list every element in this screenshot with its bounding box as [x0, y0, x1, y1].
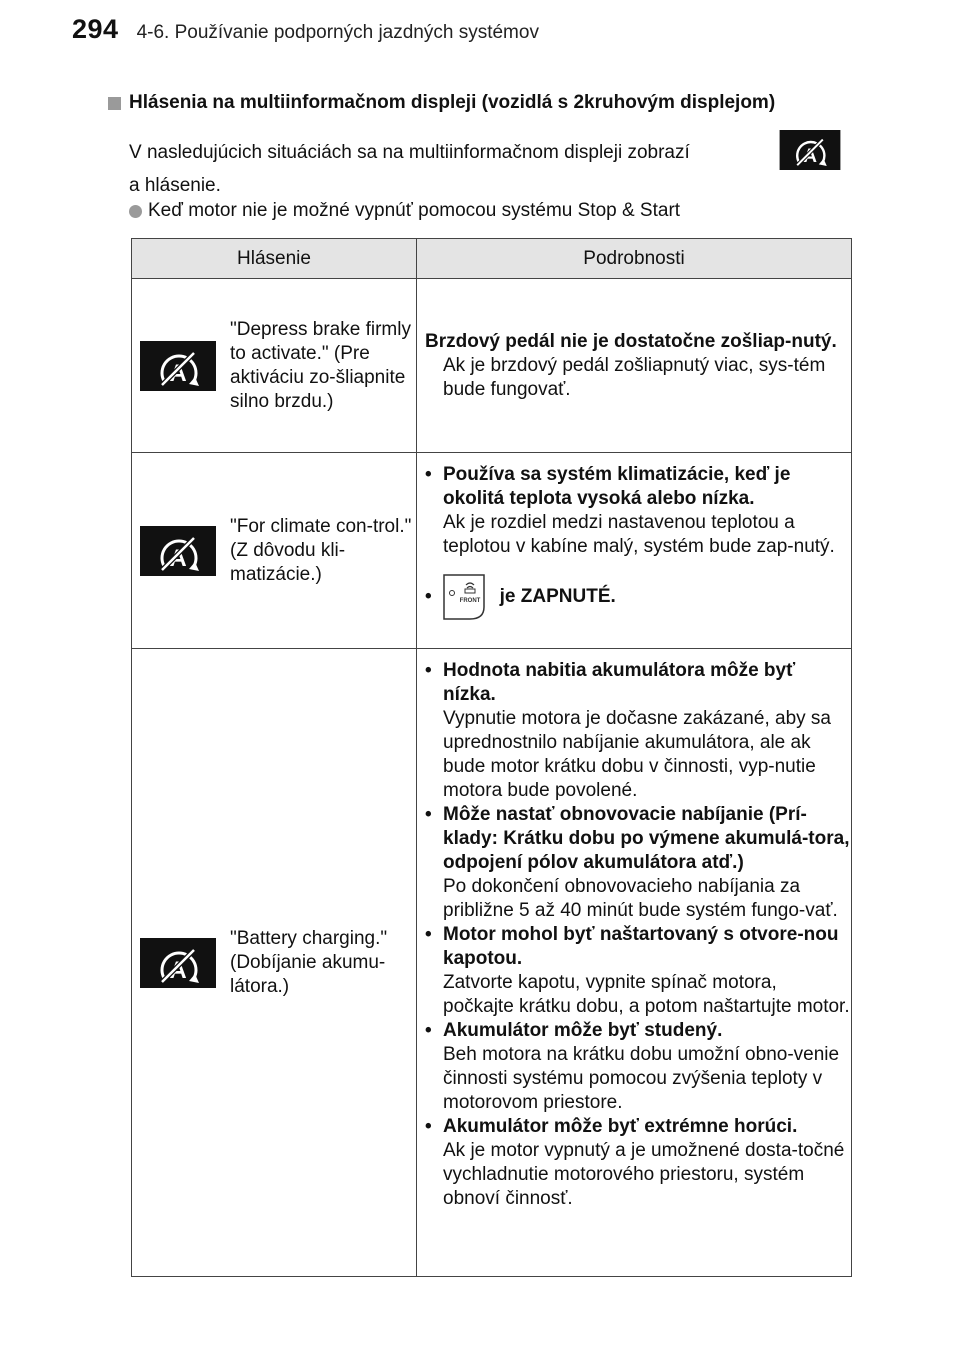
stop-start-unavailable-icon — [140, 341, 216, 391]
table-row — [132, 279, 852, 453]
circle-bullet-icon — [129, 205, 142, 218]
bullet-dot: • — [425, 1020, 432, 1041]
bullet-dot: • — [425, 464, 432, 485]
column-header-message: Hlásenie — [132, 239, 417, 279]
detail-title: Môže nastať obnovovacie nabíjanie (Prí-klady: Krátku dobu po výmene akumulá-tora, odpojení pólov akumulátora atď.) — [443, 804, 850, 873]
button-label: FRONT — [459, 598, 480, 604]
bullet-dot: • — [425, 586, 432, 607]
table-row — [132, 453, 852, 649]
bullet-dot: • — [425, 804, 432, 825]
detail-text: Ak je rozdiel medzi nastavenou teplotou a teplotou v kabíne malý, systém bude zap-nutý. — [443, 512, 835, 557]
detail-text: Ak je motor vypnutý a je umožnené dosta-točné vychladnutie motorového priestoru, systém obnoví činnosť. — [443, 1140, 845, 1209]
detail-title: Hodnota nabitia akumulátora môže byť nízka. — [443, 660, 796, 705]
intro-line-1: V nasledujúcich situáciách sa na multiinformačnom displeji zobrazí — [129, 142, 690, 163]
detail-title: Používa sa systém klimatizácie, keď je okolitá teplota vysoká alebo nízka. — [443, 464, 791, 509]
table-row — [132, 649, 852, 1277]
detail-item — [425, 1115, 851, 1211]
detail-item — [425, 923, 851, 1019]
detail-text: Po dokončení obnovovacieho nabíjania za približne 5 až 40 minút bude systém fungo-vať. — [443, 876, 838, 921]
bullet-dot: • — [425, 924, 432, 945]
square-bullet-icon — [108, 97, 121, 110]
front-defroster-button-icon — [440, 573, 488, 621]
condition-text: Keď motor nie je možné vypnúť pomocou systému Stop & Start — [148, 200, 681, 221]
detail-text: Ak je brzdový pedál zošliapnutý viac, sys-tém bude fungovať. — [443, 354, 826, 400]
column-header-details: Podrobnosti — [417, 239, 852, 279]
detail-title: Akumulátor môže byť studený. — [443, 1020, 723, 1041]
detail-item — [425, 463, 851, 559]
detail-text: Beh motora na krátku dobu umožní obno-venie činnosti systému pomocou zvýšenia teploty v motorovom priestore. — [443, 1044, 840, 1113]
section-heading-text: Hlásenia na multiinformačnom displeji (vozidlá s 2kruhovým displejom) — [129, 92, 776, 113]
stop-start-unavailable-icon — [140, 526, 216, 576]
bullet-dot: • — [425, 660, 432, 681]
message-cell — [132, 453, 417, 649]
detail-text: Zatvorte kapotu, vypnite spínač motora, počkajte krátku dobu, a potom naštartujte motor. — [443, 972, 850, 1017]
detail-item — [425, 1019, 851, 1115]
page-header — [72, 14, 539, 45]
detail-text: Vypnutie motora je dočasne zakázané, aby sa uprednostnilo nabíjanie akumulátora, ale ak bude motor krátku dobu v činnosti, vyp-nutie motora bude povolené. — [443, 708, 831, 801]
stop-start-unavailable-icon — [775, 130, 845, 170]
detail-title: Akumulátor môže byť extrémne horúci. — [443, 1116, 798, 1137]
message-table — [131, 238, 852, 1277]
bullet-dot: • — [425, 1116, 432, 1137]
page-number: 294 — [72, 14, 119, 44]
detail-item — [425, 803, 851, 923]
message-text: "For climate con-trol." (Z dôvodu kli-matizácie.) — [230, 515, 412, 585]
detail-item-button — [425, 573, 851, 621]
detail-title: Motor mohol byť naštartovaný s otvore-nou kapotou. — [443, 924, 839, 969]
intro-paragraph — [129, 136, 779, 202]
detail-item — [425, 659, 851, 803]
message-cell — [132, 279, 417, 453]
section-heading — [108, 92, 775, 114]
details-cell — [417, 279, 852, 453]
button-status-text: je ZAPNUTÉ. — [499, 586, 616, 607]
chapter-title: 4-6. Používanie podporných jazdných systémov — [136, 22, 539, 43]
stop-start-unavailable-icon — [140, 938, 216, 988]
message-text: "Depress brake firmly to activate." (Pre aktiváciu zo-šliapnite silno brzdu.) — [230, 318, 411, 412]
condition-line — [129, 200, 680, 222]
details-cell — [417, 649, 852, 1277]
details-cell — [417, 453, 852, 649]
message-text: "Battery charging." (Dobíjanie akumu-látora.) — [230, 927, 388, 997]
detail-title: Brzdový pedál nie je dostatočne zošliap-nutý. — [425, 330, 837, 352]
intro-line-2: a hlásenie. — [129, 175, 221, 196]
message-cell — [132, 649, 417, 1277]
